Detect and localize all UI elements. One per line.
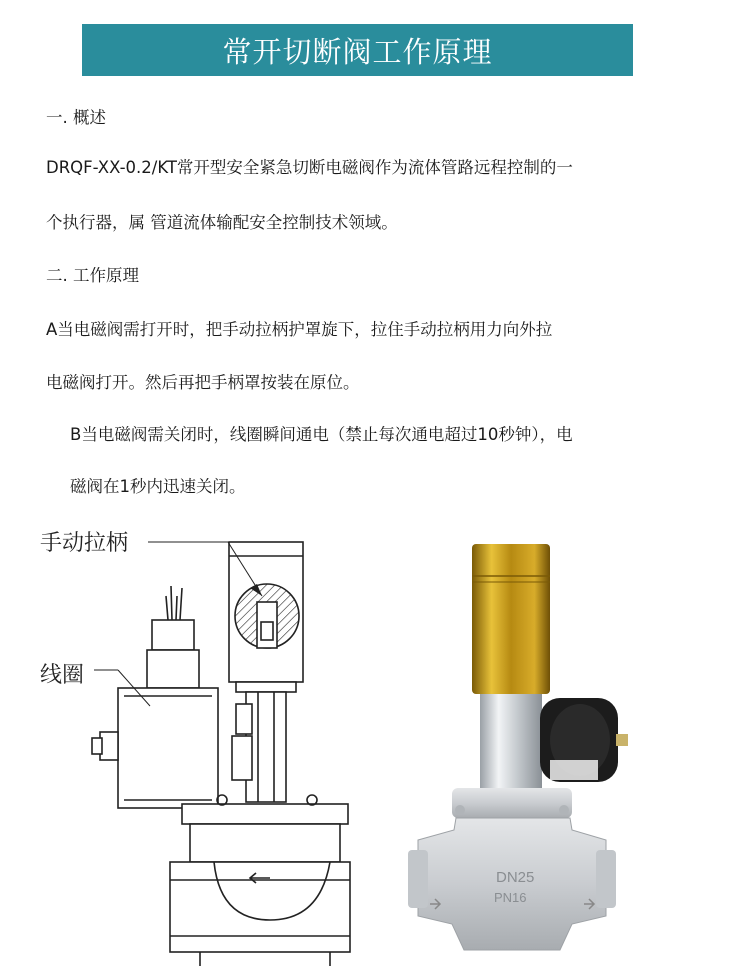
overview-line-2: 个执行器，属 管道流体输配安全控制技术领域。 (46, 213, 398, 232)
figure-area (0, 520, 750, 967)
section-heading-overview: 一. 概述 (46, 108, 106, 127)
section-heading-principle: 二. 工作原理 (46, 266, 139, 285)
overview-line-1: DRQF-XX-0.2/KT常开型安全紧急切断电磁阀作为流体管路远程控制的一 (46, 158, 573, 177)
principle-b-line-2: 磁阀在1秒内迅速关闭。 (70, 477, 246, 496)
valve-diagram (0, 520, 400, 967)
principle-a-line-1: A当电磁阀需打开时，把手动拉柄护罩旋下，拉住手动拉柄用力向外拉 (46, 320, 553, 339)
photo-marking-pn: PN16 (494, 890, 527, 905)
principle-b-line-1: B当电磁阀需关闭时，线圈瞬间通电（禁止每次通电超过10秒钟），电 (70, 425, 573, 444)
page-title: 常开切断阀工作原理 (82, 24, 633, 76)
principle-a-line-2: 电磁阀打开。然后再把手柄罩按装在原位。 (46, 373, 360, 392)
photo-marking-dn: DN25 (496, 869, 535, 886)
valve-photo (400, 520, 730, 967)
label-coil: 线圈 (40, 663, 85, 688)
label-manual-handle: 手动拉柄 (40, 531, 129, 556)
